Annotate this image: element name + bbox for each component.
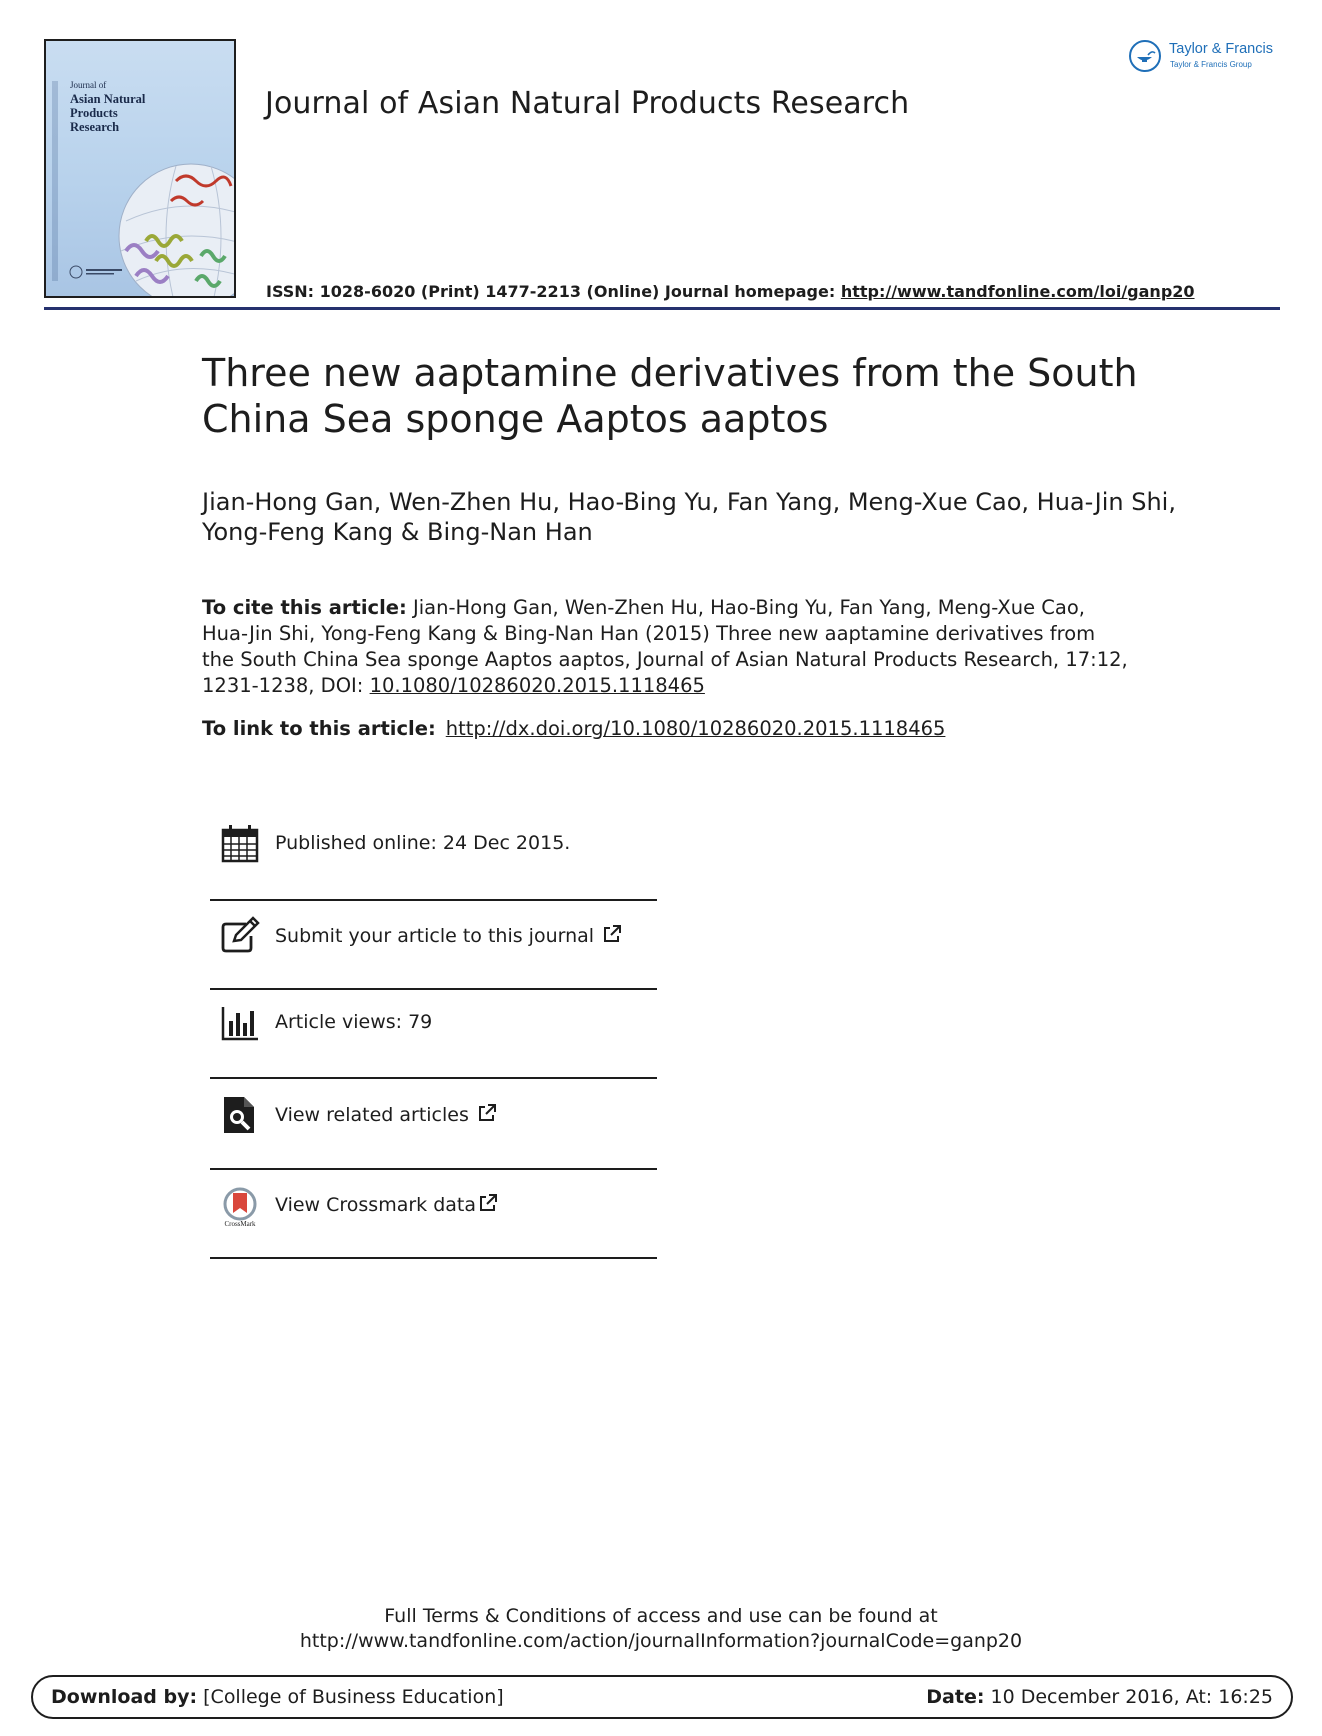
terms-line: Full Terms & Conditions of access and use can be found at [384,1605,938,1627]
cover-publisher-logo [68,263,128,281]
header-divider [44,307,1280,310]
cover-title-line: Journal of [70,80,107,90]
journal-homepage-link[interactable]: http://www.tandfonline.com/loi/ganp20 [840,282,1195,301]
submit-article-text: Submit your article to this journal [275,925,595,947]
cover-globe-illustration [116,161,236,298]
bar-chart-icon [220,1003,260,1043]
terms-url-link[interactable]: http://www.tandfonline.com/action/journalInformation?journalCode=ganp20 [299,1630,1023,1652]
crossmark-text: View Crossmark data [275,1194,477,1216]
issn-text: ISSN: 1028-6020 (Print) 1477-2213 (Online) Journal homepage: [266,282,841,301]
logo-name: Taylor & Francis [1169,41,1273,57]
article-authors: Jian-Hong Gan, Wen-Zhen Hu, Hao-Bing Yu, Fan Yang, Meng-Xue Cao, Hua-Jin Shi, Yong-Feng Kang & Bing-Nan Han [202,488,1176,546]
crossmark-logo-text: CrossMark [224,1220,256,1228]
info-divider [210,899,657,901]
submit-article-label[interactable] [275,924,622,947]
info-divider [210,1077,657,1079]
taylor-francis-logo-icon [1129,40,1161,72]
article-title: Three new aaptamine derivatives from the South China Sea sponge Aaptos aaptos [202,351,1138,441]
cover-title [70,77,180,134]
cite-label: To cite this article: [202,596,407,619]
related-articles-item[interactable] [210,1095,657,1151]
related-articles-text: View related articles [275,1104,469,1126]
crossmark-label[interactable] [275,1193,498,1216]
journal-title: Journal of Asian Natural Products Research [265,86,910,121]
published-online-item [210,824,657,880]
article-views-item [210,1003,657,1059]
download-by-value: [College of Business Education] [197,1686,504,1708]
published-online-label: Published online: 24 Dec 2015. [275,832,571,854]
download-date-value: 10 December 2016, At: 16:25 [984,1686,1273,1708]
download-info-bar [31,1675,1293,1719]
logo-group: Taylor & Francis Group [1170,60,1252,69]
download-by-label: Download by: [51,1686,198,1708]
info-divider [210,1257,657,1259]
doi-link[interactable]: 10.1080/10286020.2015.1118465 [369,674,705,697]
citation-block [202,595,1132,699]
article-views-label: Article views: 79 [275,1011,433,1033]
info-divider [210,1168,657,1170]
crossmark-item[interactable] [210,1185,657,1241]
link-label: To link to this article: [202,717,436,740]
download-by [51,1686,504,1708]
cover-title-line: Products [70,106,118,120]
lamp-icon [1131,42,1158,69]
info-divider [210,988,657,990]
external-link-icon [602,924,622,944]
taylor-francis-logo[interactable] [1127,38,1287,78]
cover-title-line: Asian Natural [70,92,146,106]
related-articles-label[interactable] [275,1103,497,1126]
submit-article-item[interactable] [210,916,657,972]
document-search-icon [220,1095,260,1135]
journal-cover-image [44,39,236,298]
cover-title-line: Research [70,120,120,134]
edit-icon [220,916,260,956]
external-link-icon [478,1193,498,1213]
article-url-link[interactable]: http://dx.doi.org/10.1080/10286020.2015.1118465 [445,717,946,740]
issn-line [266,282,1195,301]
download-date [926,1686,1273,1708]
cite-text: Jian-Hong Gan, Wen-Zhen Hu, Hao-Bing Yu, Fan Yang, Meng-Xue Cao, Hua-Jin Shi, Yong-Feng Kang & Bing-Nan Han (2015) Three new aaptamine derivatives from the South China Sea sponge Aaptos aaptos, Journal of Asian Natural Products Research, 17:12, 1231-1238, DOI: [202,596,1128,697]
calendar-icon [220,824,260,864]
crossmark-icon [220,1185,260,1229]
article-link-line [202,717,945,740]
external-link-icon [477,1103,497,1123]
cover-spine [52,81,58,281]
download-date-label: Date: [926,1686,985,1708]
terms-notice [0,1604,1322,1654]
